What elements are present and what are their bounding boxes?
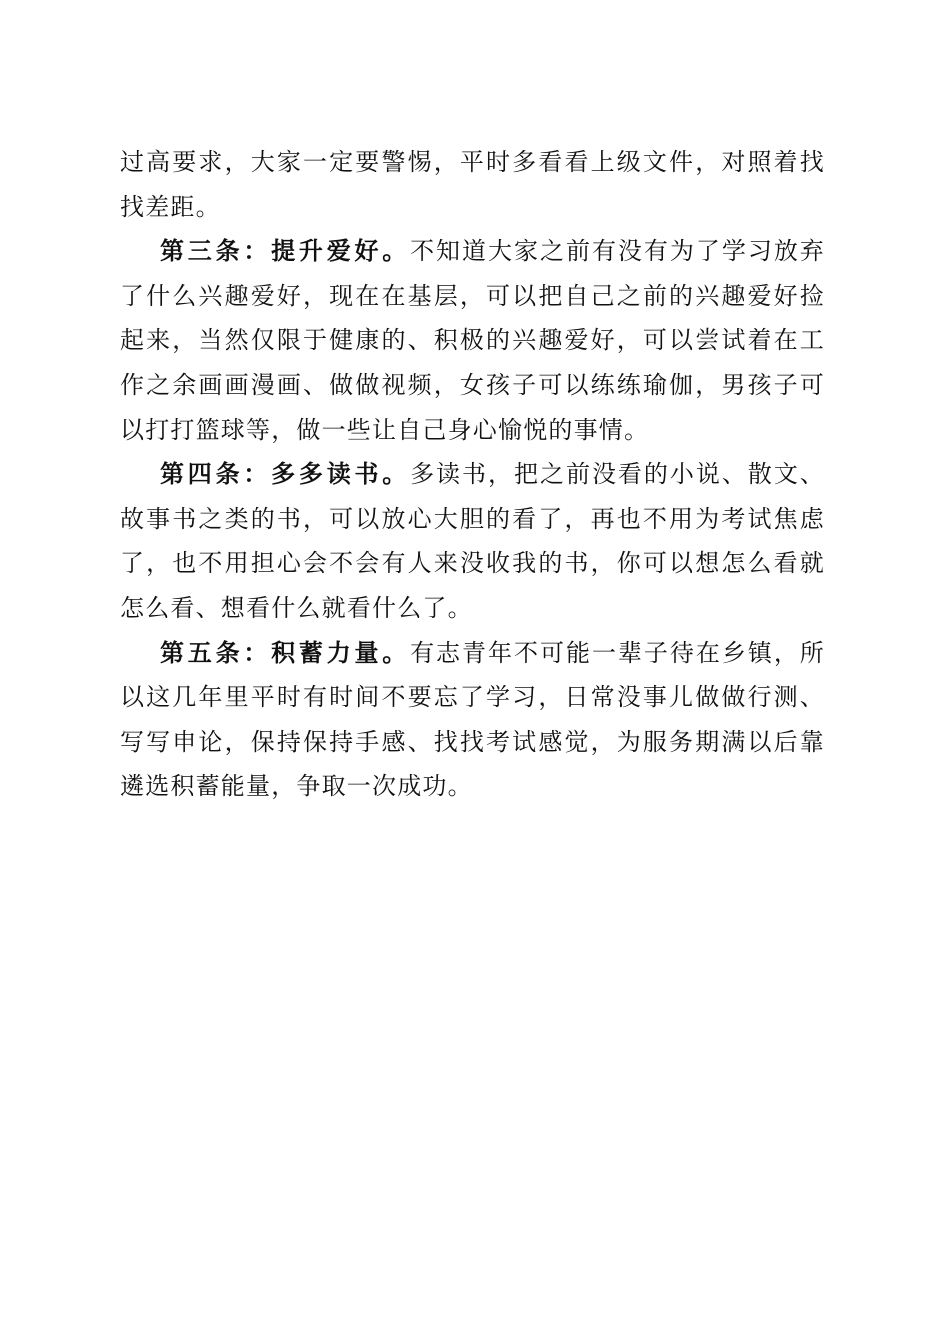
paragraph-article-4: [120, 452, 825, 630]
paragraph-text: 不知道大家之前有没有为了学习放弃了什么兴趣爱好，现在在基层，可以把自己之前的兴趣爱好捡起来，当然仅限于健康的、积极的兴趣爱好，可以尝试着在工作之余画画漫画、做做视频，女孩子可以练练瑜伽，男孩子可以打打篮球等，做一些让自己身心愉悦的事情。: [120, 237, 826, 444]
paragraph-article-3: [120, 229, 825, 452]
article-heading: 第三条：提升爱好。: [160, 236, 411, 266]
article-heading: 第五条：积蓄力量。: [160, 637, 411, 667]
article-heading: 第四条：多多读书。: [160, 459, 411, 489]
paragraph-text: 多读书，把之前没看的小说、散文、故事书之类的书，可以放心大胆的看了，再也不用为考试焦虑了，也不用担心会不会有人来没收我的书，你可以想怎么看就怎么看、想看什么就看什么了。: [120, 460, 826, 622]
paragraph-article-5: [120, 631, 825, 809]
paragraph-text: 有志青年不可能一辈子待在乡镇，所以这几年里平时有时间不要忘了学习，日常没事儿做做行测、写写申论，保持保持手感、找找考试感觉，为服务期满以后靠遴选积蓄能量，争取一次成功。: [120, 638, 826, 801]
document-body: [120, 140, 825, 809]
paragraph-continuation: [120, 140, 825, 229]
paragraph-text: 过高要求，大家一定要警惕，平时多看看上级文件，对照着找找差距。: [120, 148, 825, 221]
